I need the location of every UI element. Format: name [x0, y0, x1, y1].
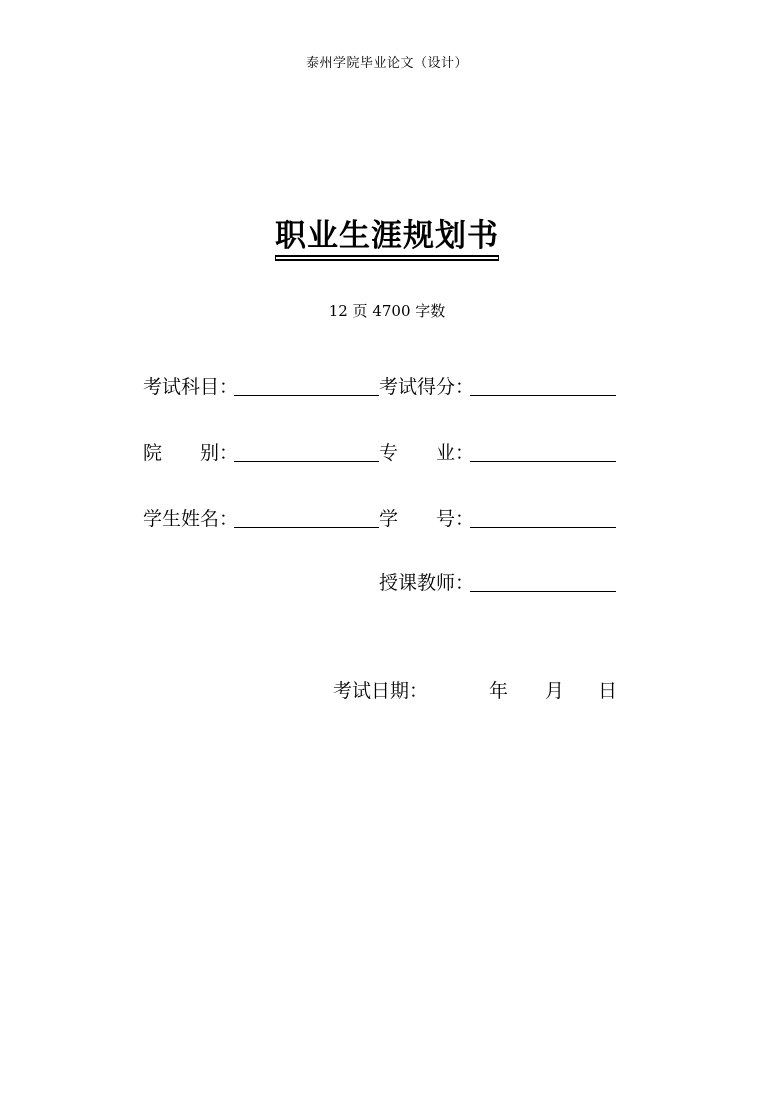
- exam-date-month: 月: [545, 680, 565, 702]
- student-id-label: 学 号：: [379, 508, 475, 530]
- major-blank[interactable]: [470, 461, 616, 462]
- student-name-label: 学生姓名：: [143, 508, 239, 530]
- department-blank[interactable]: [234, 461, 379, 462]
- row-department-major: [143, 440, 617, 466]
- exam-score-label: 考试得分：: [379, 376, 475, 398]
- teacher-blank[interactable]: [470, 591, 616, 592]
- teacher-label: 授课教师：: [379, 572, 475, 594]
- page-header: 泰州学院毕业论文（设计）: [305, 56, 468, 71]
- exam-subject-label: 考试科目：: [143, 376, 239, 398]
- major-label: 专 业：: [379, 442, 475, 464]
- department-label: 院 别：: [143, 442, 239, 464]
- exam-date-year: 年: [489, 680, 509, 702]
- document-title: [0, 210, 774, 255]
- student-name-blank[interactable]: [234, 527, 379, 528]
- exam-date-day: 日: [598, 680, 618, 702]
- exam-score-blank[interactable]: [470, 395, 616, 396]
- row-exam-subject-score: [143, 374, 617, 400]
- page-word-count: 12 页 4700 字数: [328, 302, 446, 320]
- document-title-text: 职业生涯规划书: [275, 218, 499, 257]
- student-id-blank[interactable]: [470, 527, 616, 528]
- row-teacher: [379, 570, 617, 596]
- exam-date-label: 考试日期：: [333, 680, 429, 702]
- row-name-id: [143, 506, 617, 532]
- exam-subject-blank[interactable]: [234, 395, 379, 396]
